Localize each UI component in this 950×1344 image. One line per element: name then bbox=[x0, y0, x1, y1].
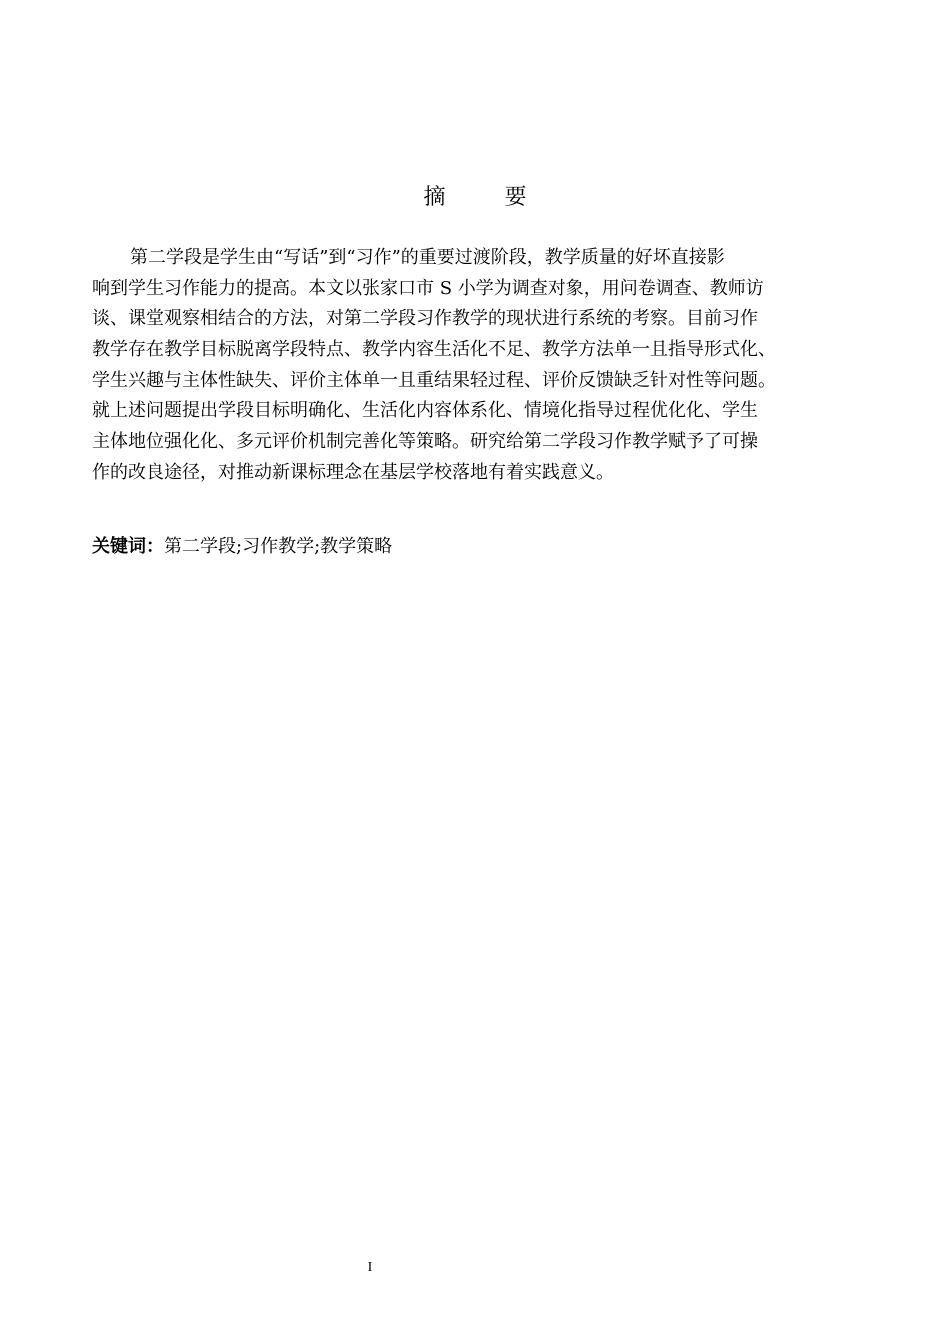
abstract-body bbox=[92, 244, 816, 490]
abstract-line: 谈、课堂观察相结合的方法，对第二学段习作教学的现状进行系统的考察。目前习作 bbox=[92, 308, 758, 330]
page-number: I bbox=[367, 1260, 373, 1275]
abstract-line: 作的改良途径，对推动新课标理念在基层学校落地有着实践意义。 bbox=[92, 461, 614, 483]
keywords-label: 关键词： bbox=[92, 536, 164, 557]
abstract-line: 就上述问题提出学段目标明确化、生活化内容体系化、情境化指导过程优化化、学生 bbox=[92, 400, 758, 422]
abstract-line: 响到学生习作能力的提高。本文以张家口市 S 小学为调查对象，用问卷调查、教师访 bbox=[92, 277, 764, 299]
keywords-value: 第二学段;习作教学;教学策略 bbox=[164, 536, 393, 557]
abstract-line: 学生兴趣与主体性缺失、评价主体单一且重结果轻过程、评价反馈缺乏针对性等问题。 bbox=[92, 369, 776, 391]
page-title: 摘 要 bbox=[423, 185, 553, 210]
abstract-line: 主体地位强化化、多元评价机制完善化等策略。研究给第二学段习作教学赋予了可操 bbox=[92, 431, 758, 453]
abstract-line: 第二学段是学生由“写话”到“习作”的重要过渡阶段，教学质量的好坏直接影 bbox=[130, 247, 725, 268]
keywords bbox=[92, 533, 816, 561]
abstract-line: 教学存在教学目标脱离学段特点、教学内容生活化不足、教学方法单一且指导形式化、 bbox=[92, 339, 776, 361]
